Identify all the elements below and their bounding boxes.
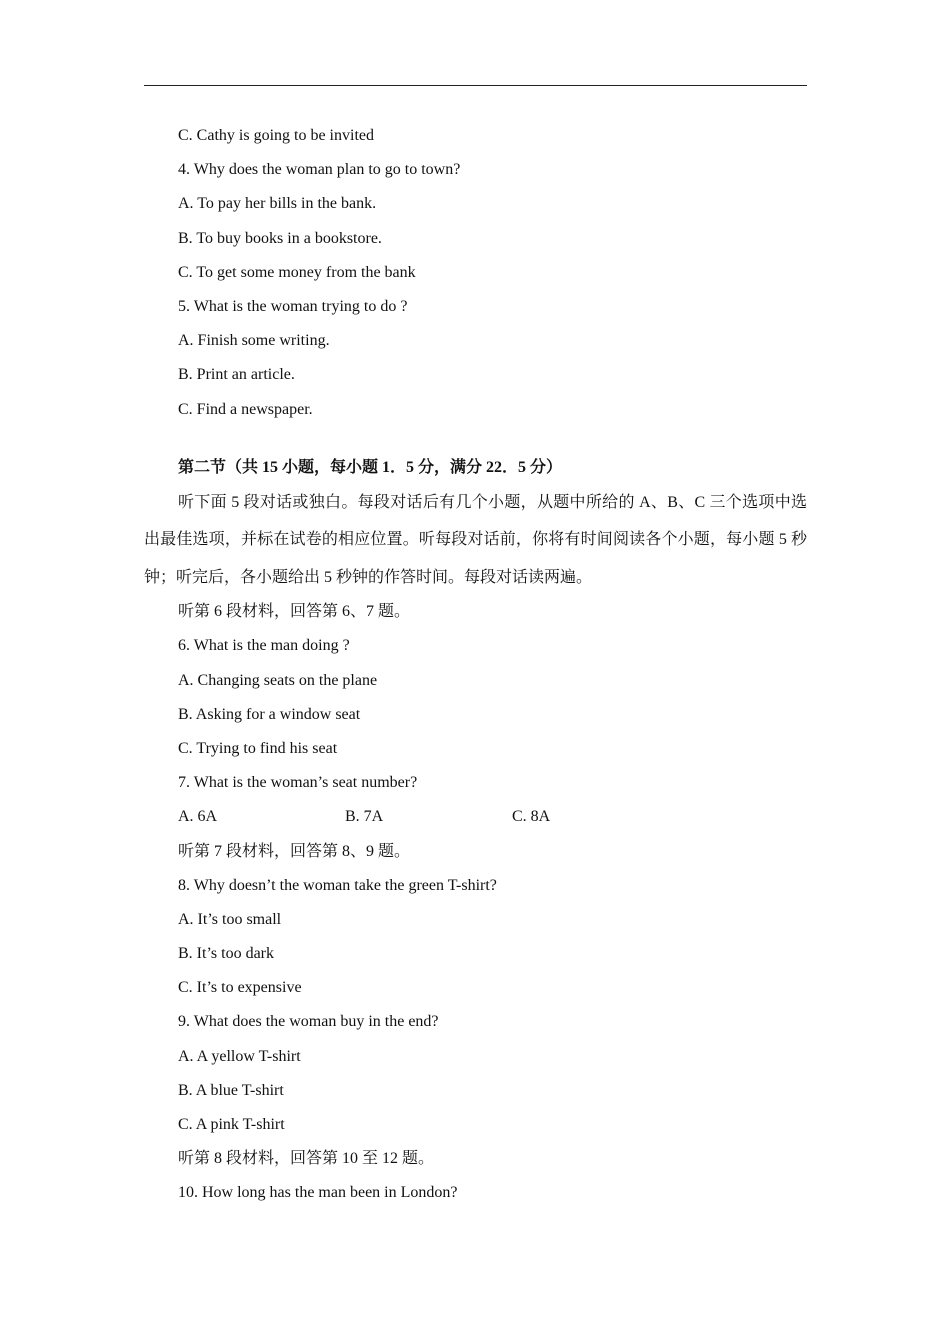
section-gap [144, 432, 807, 456]
option-7b: B. 7A [345, 808, 384, 826]
option-5a: A. Finish some writing. [178, 332, 330, 350]
option-7a: A. 6A [178, 808, 218, 826]
option-9a: A. A yellow T-shirt [178, 1047, 301, 1065]
header-rule [144, 85, 807, 86]
option-9b: B. A blue T-shirt [178, 1081, 284, 1099]
question-8: 8. Why doesn’t the woman take the green T-shirt? [178, 876, 497, 894]
option-5b: B. Print an article. [178, 366, 295, 384]
question-5: 5. What is the woman trying to do ? [178, 297, 408, 315]
option-3c: C. Cathy is going to be invited [178, 127, 374, 144]
option-6b: B. Asking for a window seat [178, 705, 361, 723]
option-4c: C. To get some money from the bank [178, 263, 416, 281]
section-title: 第二节（共 15 小题，每小题 1．5 分，满分 22．5 分） [178, 458, 563, 476]
option-6a: A. Changing seats on the plane [178, 671, 378, 689]
material-6-heading: 听第 6 段材料，回答第 6、7 题。 [178, 603, 411, 621]
option-8c: C. It’s to expensive [178, 979, 302, 997]
option-7c: C. 8A [512, 808, 551, 826]
option-9c: C. A pink T-shirt [178, 1116, 285, 1133]
material-8-heading: 听第 8 段材料，回答第 10 至 12 题。 [178, 1150, 435, 1168]
question-6: 6. What is the man doing ? [178, 637, 350, 655]
option-8a: A. It’s too small [178, 910, 282, 928]
question-9: 9. What does the woman buy in the end? [178, 1013, 439, 1031]
option-4a: A. To pay her bills in the bank. [178, 195, 377, 213]
option-6c: C. Trying to find his seat [178, 739, 338, 757]
question-7-options [144, 805, 807, 839]
section-instructions: 听下面 5 段对话或独白。每段对话后有几个小题，从题中所给的 A、B、C 三个选项中选出最佳选项，并标在试卷的相应位置。听每段对话前，你将有时间阅读各个小题，每小题 5 秒钟；听完后，各小题给出 5 秒钟的作答时间。每段对话读两遍。 [144, 493, 807, 586]
option-8b: B. It’s too dark [178, 945, 274, 963]
question-10: 10. How long has the man been in London? [178, 1184, 458, 1202]
material-7-heading: 听第 7 段材料，回答第 8、9 题。 [178, 842, 411, 860]
option-5c: C. Find a newspaper. [178, 400, 313, 418]
page-content [144, 124, 807, 1216]
question-7: 7. What is the woman’s seat number? [178, 774, 418, 792]
option-4b: B. To buy books in a bookstore. [178, 229, 382, 247]
question-4: 4. Why does the woman plan to go to town? [178, 161, 461, 179]
